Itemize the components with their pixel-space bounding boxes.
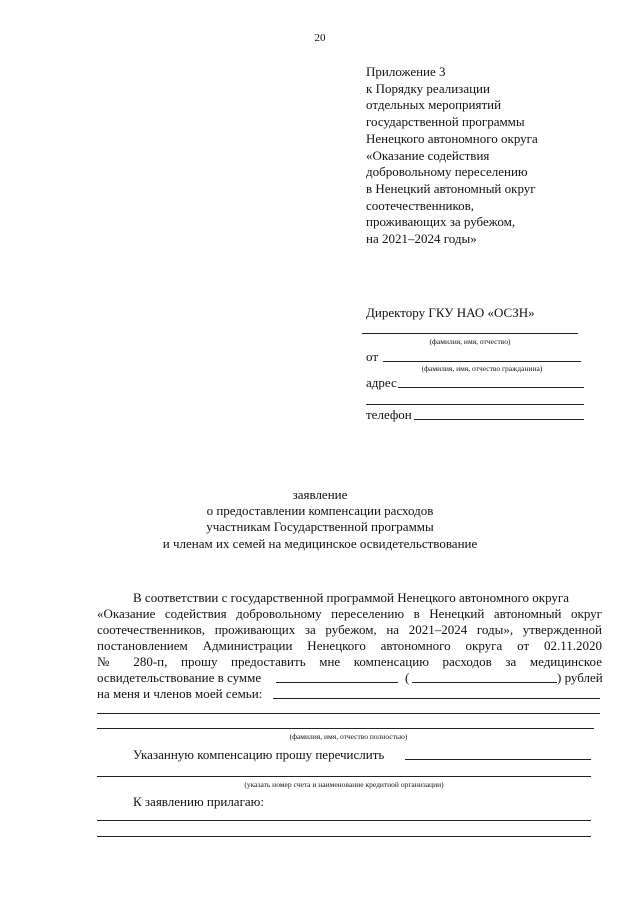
- sum-label: освидетельствование в сумме: [97, 670, 262, 685]
- address-line-2[interactable]: [366, 404, 584, 405]
- body-line-3: соотечественников, проживающих за рубежом, на 2021–2024 годы», утвержденной: [97, 622, 602, 637]
- sum-rubles-label: ) рублей: [557, 670, 603, 685]
- annex-line: проживающих за рубежом,: [366, 214, 516, 230]
- attach-line-1[interactable]: [97, 820, 591, 821]
- annex-line: отдельных мероприятий: [366, 97, 502, 113]
- annex-line: Ненецкого автономного округа: [366, 130, 538, 146]
- annex-line: к Порядку реализации: [366, 80, 490, 96]
- statement-title: [0, 487, 640, 552]
- body-line-1: В соответствии с государственной программой Ненецкого автономного округа: [133, 590, 570, 605]
- transfer-label: Указанную компенсацию прошу перечислить: [133, 747, 385, 762]
- title-line: и членам их семей на медицинское освидетельствование: [162, 535, 478, 551]
- sum-number-field[interactable]: [276, 682, 398, 683]
- body-line-2: «Оказание содействия добровольному переселению в Ненецкий автономный округ: [97, 606, 602, 621]
- transfer-line-2[interactable]: [97, 776, 591, 777]
- director-fio-line[interactable]: [362, 333, 578, 334]
- transfer-line-1[interactable]: [405, 759, 591, 760]
- attach-line-2[interactable]: [97, 836, 591, 837]
- page-number: 20: [314, 32, 326, 44]
- sum-open-paren: (: [405, 670, 410, 685]
- family-label: на меня и членов моей семьи:: [97, 686, 263, 701]
- annex-line: «Оказание содействия: [366, 147, 490, 163]
- title-line: заявление: [292, 487, 348, 502]
- family-line-3[interactable]: [97, 728, 594, 729]
- title-line: участникам Государственной программы: [206, 519, 434, 535]
- annex-block: [366, 64, 631, 248]
- members-hint: (фамилия, имя, отчество полностью): [289, 732, 408, 741]
- director-line: Директору ГКУ НАО «ОСЗН»: [366, 305, 535, 320]
- annex-line: на 2021–2024 годы»: [366, 231, 477, 247]
- title-line: о предоставлении компенсации расходов: [206, 503, 434, 519]
- citizen-fio-hint: (фамилия, имя, отчество гражданина): [421, 364, 543, 373]
- address-label: адрес: [366, 375, 397, 390]
- phone-label: телефон: [366, 407, 412, 422]
- annex-line: в Ненецкий автономный округ: [366, 180, 536, 196]
- from-label: от: [366, 349, 379, 364]
- citizen-fio-line[interactable]: [383, 361, 581, 362]
- family-line-2[interactable]: [97, 713, 600, 714]
- phone-line[interactable]: [414, 419, 584, 420]
- body-line-4: постановлением Администрации Ненецкого автономного округа от 02.11.2020: [97, 638, 602, 653]
- annex-line: соотечественников,: [366, 197, 475, 213]
- family-line-1[interactable]: [273, 698, 600, 699]
- annex-line: государственной программы: [366, 114, 525, 130]
- director-fio-hint: (фамилия, имя, отчество): [429, 337, 511, 346]
- annex-line: Приложение 3: [366, 64, 446, 79]
- account-hint: (указать номер счета и наименование кредитной организации): [244, 780, 444, 789]
- sum-words-field[interactable]: [412, 682, 557, 683]
- annex-line: добровольному переселению: [366, 164, 528, 180]
- attach-label: К заявлению прилагаю:: [133, 794, 265, 809]
- address-line-1[interactable]: [398, 387, 584, 388]
- body-line-5: № 280-п, прошу предоставить мне компенсацию расходов за медицинское: [97, 654, 602, 669]
